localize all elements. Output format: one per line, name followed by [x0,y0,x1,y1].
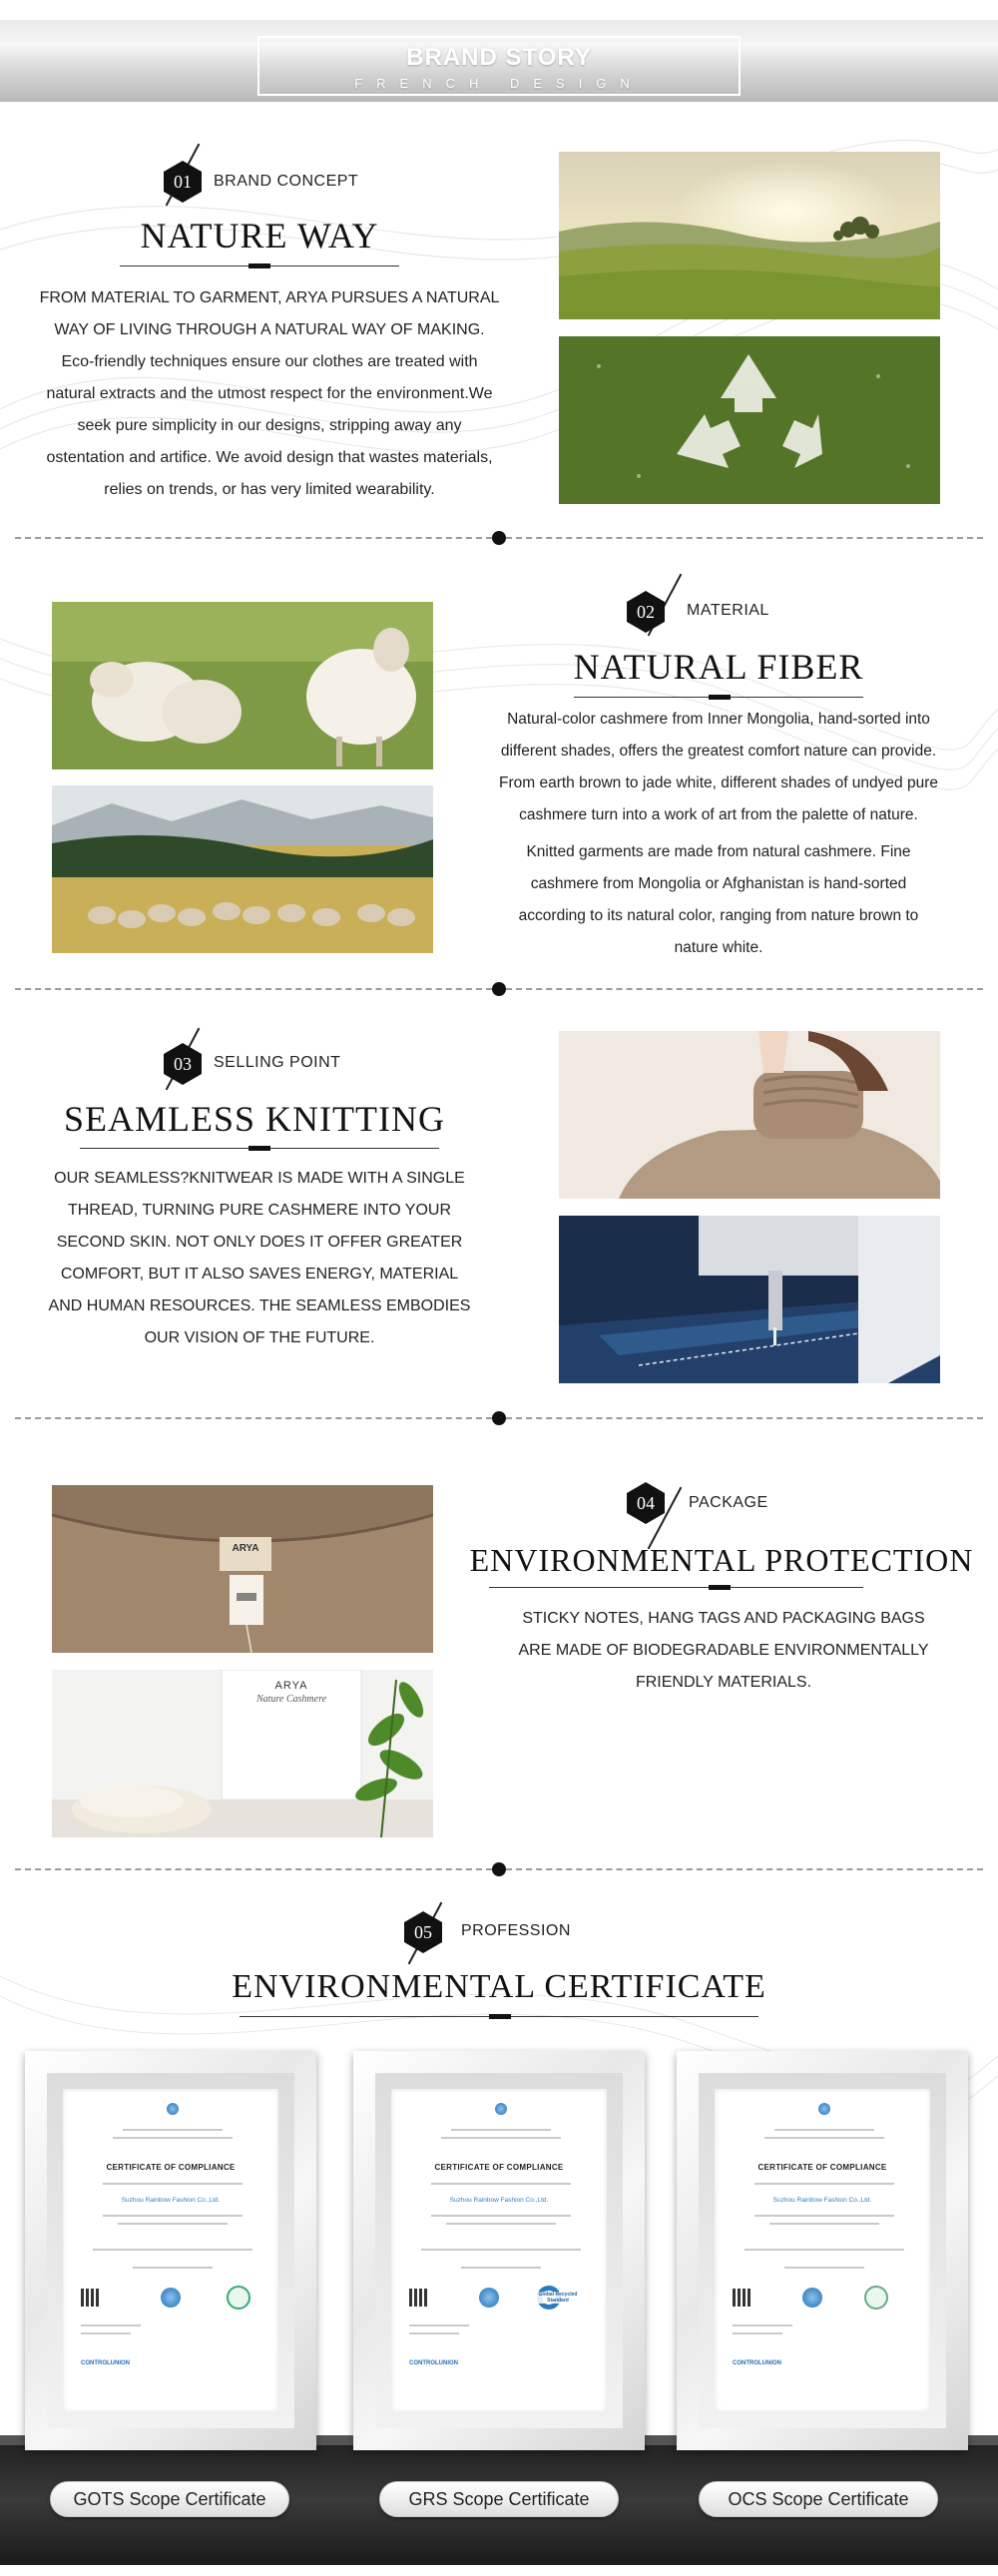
text-line [421,2249,581,2251]
body-line: OUR SEAMLESS?KNITWEAR IS MADE WITH A SINGLE [54,1170,465,1187]
certificate-brand: CONTROLUNION [81,2360,130,2366]
certificate-document [391,2089,607,2412]
certificate-frame-grs [353,2051,645,2450]
text-line [745,2249,904,2251]
ocs-certificate-button[interactable]: OCS Scope Certificate [699,2481,938,2517]
body-line: STICKY NOTES, HANG TAGS AND PACKAGING BAGS [522,1610,925,1627]
section-number-badge [163,1042,203,1086]
packaging-bag-photo [52,1670,433,1837]
section-label: PACKAGE [689,1494,768,1511]
body-line: OUR VISION OF THE FUTURE. [144,1329,375,1346]
text-line [764,2137,884,2139]
text-line [754,2183,894,2185]
ocs-seal-icon [864,2286,888,2310]
section-title: SEAMLESS KNITTING [64,1099,445,1139]
text-line [113,2137,233,2139]
recycle-symbol-grass-photo [559,336,940,504]
certificate-heading: CERTIFICATE OF COMPLIANCE [757,2163,887,2172]
section-number-badge [626,590,666,634]
section-number-badge [626,1481,666,1525]
title-underline-accent [709,1585,731,1590]
body-line: COMFORT, BUT IT ALSO SAVES ENERGY, MATERIAL [60,1266,459,1283]
text-line [441,2137,561,2139]
text-line [451,2129,551,2131]
body-line: WAY OF LIVING THROUGH A NATURAL WAY OF MAKING. [54,321,485,338]
text-line [81,2332,131,2334]
frame-mat [375,2073,623,2428]
bag-brand-text: ARYA [274,1680,308,1692]
certificate-brand: CONTROLUNION [409,2360,458,2366]
control-union-seal-icon [479,2288,499,2308]
banner-title: BRAND STORY [406,44,592,71]
section-title: NATURE WAY [140,216,379,256]
divider-dot [492,982,506,996]
body-line: natural extracts and the utmost respect for the environment.We [46,385,493,402]
body-line: Natural-color cashmere from Inner Mongolia, hand-sorted into [507,711,930,728]
body-line: cashmere from Mongolia or Afghanistan is hand-sorted [530,875,907,892]
bag-tagline-text: Nature Cashmere [255,1694,327,1705]
divider-dot [492,531,506,545]
banner-frame [257,36,741,96]
section-body [10,1163,509,1354]
frame-mat [47,2073,294,2428]
body-line: different shades, offers the greatest comfort nature can provide. [500,743,937,760]
gots-certificate-button[interactable]: GOTS Scope Certificate [50,2481,289,2517]
text-line [409,2324,469,2326]
sweater-label-photo [52,1485,433,1653]
body-line: From earth brown to jade white, different shades of undyed pure [498,774,938,791]
certificate-document [63,2089,278,2412]
certificate-frame-ocs [677,2051,968,2450]
turtleneck-sweater-photo [559,1031,940,1199]
text-line [733,2324,792,2326]
title-underline [489,1587,863,1588]
text-line [93,2249,252,2251]
body-line: according to its natural color, ranging from nature brown to [518,907,919,924]
text-line [81,2324,141,2326]
label-brand-text: ARYA [232,1543,259,1554]
text-line [774,2129,874,2131]
section-label: SELLING POINT [214,1054,341,1071]
control-union-logo-icon [167,2103,179,2115]
body-line: Eco-friendly techniques ensure our clothes are treated with [61,353,478,370]
body-line: THREAD, TURNING PURE CASHMERE INTO YOUR [67,1202,452,1219]
body-line: nature white. [674,939,763,956]
certificate-company: Suzhou Rainbow Fashion Co.,Ltd. [449,2197,549,2204]
title-underline-accent [249,263,270,268]
title-underline-accent [249,1146,270,1151]
text-line [446,2223,556,2225]
certificate-brand: CONTROLUNION [733,2360,781,2366]
section-number: 01 [174,172,192,192]
qr-code-icon [81,2289,99,2307]
section-title: ENVIRONMENTAL CERTIFICATE [232,1968,766,2005]
text-line [754,2215,894,2217]
text-line [409,2332,459,2334]
qr-code-icon [733,2289,750,2307]
certificate-frame-gots [25,2051,316,2450]
grs-seal-text: Global Recycled Standard [533,2292,583,2304]
body-line: cashmere turn into a work of art from the palette of nature. [519,806,918,823]
section-label: BRAND CONCEPT [214,173,359,190]
control-union-logo-icon [495,2103,507,2115]
title-underline-accent [709,695,731,700]
section-number: 03 [174,1054,192,1074]
body-line: AND HUMAN RESOURCES. THE SEAMLESS EMBODIES [48,1297,471,1314]
section-title: ENVIRONMENTAL PROTECTION [469,1542,974,1578]
certificate-heading: CERTIFICATE OF COMPLIANCE [434,2163,564,2172]
section-number-badge [403,1910,443,1954]
body-line: Knitted garments are made from natural cashmere. Fine [526,843,911,860]
frame-mat [699,2073,946,2428]
body-line: ARE MADE OF BIODEGRADABLE ENVIRONMENTALLY [518,1642,929,1659]
text-line [784,2267,864,2269]
section-number: 05 [414,1922,432,1942]
text-line [769,2223,879,2225]
body-line: FROM MATERIAL TO GARMENT, ARYA PURSUES A NATURAL [39,289,500,306]
brand-story-banner [0,20,998,102]
certificate-company: Suzhou Rainbow Fashion Co.,Ltd. [121,2197,221,2204]
section-title: NATURAL FIBER [573,647,864,687]
divider-dot [492,1862,506,1876]
section-label: MATERIAL [687,602,769,619]
section-number: 04 [637,1493,655,1513]
text-line [431,2183,571,2185]
control-union-seal-icon [802,2288,822,2308]
sheep-flock-field-photo [52,785,433,953]
body-line: seek pure simplicity in our designs, stripping away any [77,417,462,434]
meadow-sunrise-photo [559,152,940,319]
sheep-closeup-photo [52,602,433,770]
divider-dot [492,1411,506,1425]
section-body [20,282,519,506]
section-body [474,1603,973,1699]
body-line: FRIENDLY MATERIALS. [635,1674,812,1691]
text-line [133,2267,213,2269]
certificate-document [715,2089,930,2412]
text-line [103,2215,243,2217]
control-union-seal-icon [161,2288,181,2308]
body-line: ostentation and artifice. We avoid design that wastes materials, [46,449,493,466]
qr-code-icon [409,2289,427,2307]
text-line [431,2215,571,2217]
section-number: 02 [637,602,655,622]
section-number-badge [163,160,203,204]
gots-seal-icon [227,2286,250,2310]
certificate-heading: CERTIFICATE OF COMPLIANCE [106,2163,236,2172]
text-line [118,2223,228,2225]
title-underline-accent [489,2014,511,2019]
section-body [469,704,968,964]
text-line [103,2183,243,2185]
text-line [123,2129,223,2131]
text-line [733,2332,782,2334]
body-line: SECOND SKIN. NOT ONLY DOES IT OFFER GREATER [56,1234,463,1251]
sewing-machine-photo [559,1216,940,1383]
text-line [461,2267,541,2269]
grs-certificate-button[interactable]: GRS Scope Certificate [379,2481,619,2517]
section-label: PROFESSION [461,1922,571,1939]
body-line: relies on trends, or has very limited wearability. [104,481,435,498]
banner-subtitle: FRENCH DESIGN [354,76,644,91]
control-union-logo-icon [818,2103,830,2115]
certificate-company: Suzhou Rainbow Fashion Co.,Ltd. [772,2197,872,2204]
